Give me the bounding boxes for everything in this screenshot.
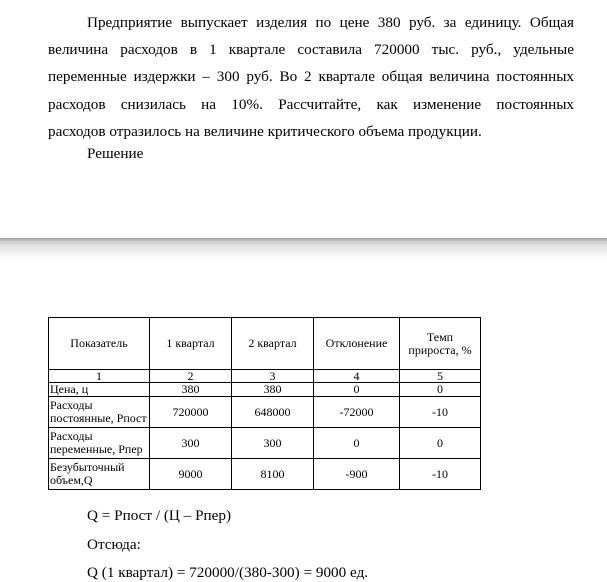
column-number: 2 (150, 370, 232, 383)
row-label: Расходы постоянные, Рпост (49, 397, 150, 428)
row-label: Расходы переменные, Рпер (49, 428, 150, 459)
solution-heading: Решение (87, 145, 144, 162)
formula-main: Q = Рпост / (Ц – Рпер) (87, 507, 232, 524)
table-cell: -72000 (314, 397, 400, 428)
table-cell: 300 (150, 428, 232, 459)
header-cell: 2 квартал (232, 318, 314, 370)
table-cell: 648000 (232, 397, 314, 428)
table-cell: 300 (232, 428, 314, 459)
table-cell: 720000 (150, 397, 232, 428)
header-cell: 1 квартал (150, 318, 232, 370)
table-cell: 0 (314, 383, 400, 397)
column-number: 3 (232, 370, 314, 383)
row-label: Безубыточный объем,Q (49, 459, 150, 490)
page-separator (0, 238, 607, 258)
column-number-row (49, 370, 481, 383)
table-cell: 0 (314, 428, 400, 459)
table-cell: -10 (400, 459, 481, 490)
problem-line: Предприятие выпускает изделия по цене 380 руб. за единицу. Общая (87, 14, 574, 31)
row-label: Цена, ц (49, 383, 150, 397)
table-header-row (49, 318, 481, 370)
table-row (49, 459, 481, 490)
table-cell: -900 (314, 459, 400, 490)
table-row (49, 397, 481, 428)
table-cell: 380 (232, 383, 314, 397)
problem-line: расходов отразилось на величине критического объема продукции. (48, 122, 482, 140)
table-row (49, 383, 481, 397)
table-cell: 9000 (150, 459, 232, 490)
problem-line: расходов снизилась на 10%. Рассчитайте, как изменение постоянных (48, 95, 574, 113)
column-number: 4 (314, 370, 400, 383)
column-number: 5 (400, 370, 481, 383)
table-cell: 0 (400, 428, 481, 459)
problem-line: величина расходов в 1 квартале составила 720000 тыс. руб., удельные (48, 41, 574, 59)
column-number: 1 (49, 370, 150, 383)
header-cell: Показатель (49, 318, 150, 370)
problem-line: переменные издержки – 300 руб. Во 2 квартале общая величина постоянных (48, 68, 574, 86)
formula-q1: Q (1 квартал) = 720000/(380-300) = 9000 ед. (87, 564, 369, 581)
formula-hence: Отсюда: (87, 536, 141, 553)
table-cell: 8100 (232, 459, 314, 490)
header-cell: Отклонение (314, 318, 400, 370)
header-cell: Темп прироста, % (400, 318, 481, 370)
document-page-1 (0, 0, 607, 238)
document-page-2 (0, 258, 607, 581)
problem-statement (48, 9, 574, 145)
table-row (49, 428, 481, 459)
table-cell: 380 (150, 383, 232, 397)
indicators-table (48, 317, 481, 490)
table-cell: 0 (400, 383, 481, 397)
table-cell: -10 (400, 397, 481, 428)
